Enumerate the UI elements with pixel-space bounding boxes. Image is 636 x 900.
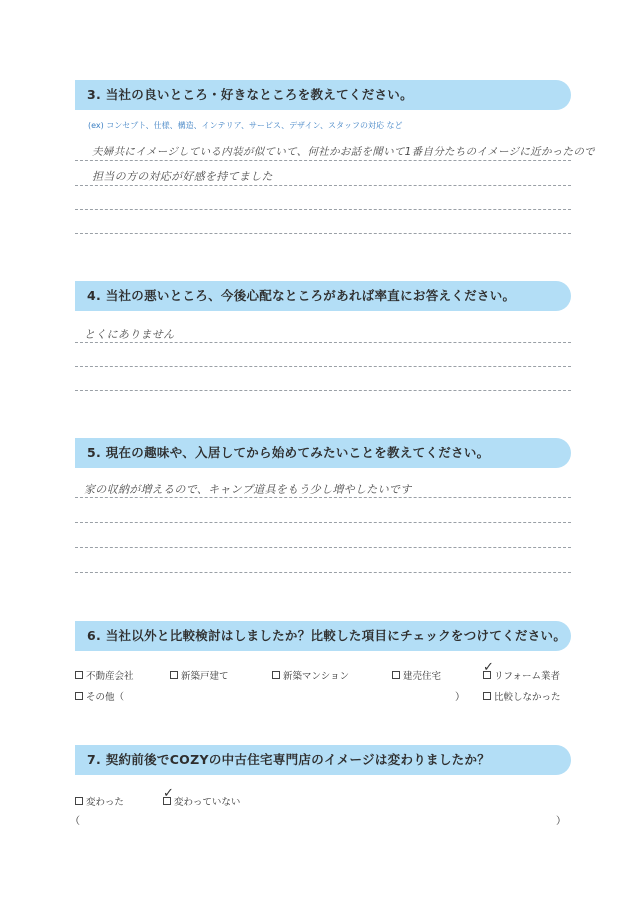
checkbox-label: 不動産会社 xyxy=(86,671,134,682)
checkbox-box[interactable] xyxy=(483,660,494,679)
checkbox-real-estate-company[interactable] xyxy=(75,668,134,682)
checkbox-label: 比較しなかった xyxy=(494,692,561,703)
checkbox-label: 変わった xyxy=(86,797,124,808)
checkbox-reform-contractor[interactable] xyxy=(483,660,561,682)
checkbox-box[interactable] xyxy=(163,786,174,805)
section-5-answer-line-1: 家の収納が増えるので、キャンプ道具をもう少し増やしたいです xyxy=(84,483,412,496)
answer-line xyxy=(75,233,571,234)
checkbox-label: その他（ xyxy=(86,692,125,703)
comment-open-paren: （ xyxy=(70,816,80,827)
checkbox-other[interactable] xyxy=(75,689,124,703)
checkbox-new-detached-house[interactable] xyxy=(170,668,229,682)
answer-line xyxy=(75,522,571,523)
section-4-heading: 4. 当社の悪いところ、今後心配なところがあれば率直にお答えください。 xyxy=(75,281,571,311)
answer-line xyxy=(75,209,571,210)
checkbox-label: 新築マンション xyxy=(283,671,350,682)
section-3-answer-line-2: 担当の方の対応が好感を持てました xyxy=(92,170,273,183)
answer-line xyxy=(75,160,571,161)
checkbox-box[interactable] xyxy=(272,671,280,679)
answer-line xyxy=(75,185,571,186)
answer-line xyxy=(75,390,571,391)
checkbox-box[interactable] xyxy=(483,692,491,700)
section-3-note: (ex) コンセプト、仕様、構造、インテリア、サービス、デザイン、スタッフの対応 など xyxy=(88,121,403,130)
section-4-answer-line-1: とくにありません xyxy=(84,328,175,341)
checkbox-no-comparison[interactable] xyxy=(483,689,561,703)
section-3-heading: 3. 当社の良いところ・好きなところを教えてください。 xyxy=(75,80,571,110)
checkbox-label: リフォーム業者 xyxy=(494,671,561,682)
checkbox-label: 変わっていない xyxy=(174,797,241,808)
section-6-heading: 6. 当社以外と比較検討はしましたか？比較した項目にチェックをつけてください。 xyxy=(75,621,571,651)
checkbox-changed[interactable] xyxy=(75,794,124,808)
checkbox-not-changed[interactable] xyxy=(163,786,241,808)
checkbox-new-condominium[interactable] xyxy=(272,668,349,682)
checkbox-box[interactable] xyxy=(75,797,83,805)
answer-line xyxy=(75,547,571,548)
checkbox-box[interactable] xyxy=(392,671,400,679)
checkbox-built-for-sale-house[interactable] xyxy=(392,668,441,682)
answer-line xyxy=(75,366,571,367)
checkbox-box[interactable] xyxy=(170,671,178,679)
other-close-paren: ） xyxy=(455,692,465,703)
answer-line xyxy=(75,342,571,343)
answer-line xyxy=(75,572,571,573)
section-5-heading: 5. 現在の趣味や、入居してから始めてみたいことを教えてください。 xyxy=(75,438,571,468)
checkbox-box[interactable] xyxy=(75,671,83,679)
checkbox-label: 建売住宅 xyxy=(403,671,442,682)
section-3-answer-line-1: 夫婦共にイメージしている内装が似ていて、何社かお話を聞いて1番自分たちのイメージに近かったので xyxy=(92,146,595,158)
checkbox-box[interactable] xyxy=(75,692,83,700)
check-mark-icon: ✓ xyxy=(483,660,494,675)
answer-line xyxy=(75,497,571,498)
section-7-heading: 7. 契約前後でCOZYの中古住宅専門店のイメージは変わりましたか？ xyxy=(75,745,571,775)
comment-close-paren: ） xyxy=(556,816,566,827)
check-mark-icon: ✓ xyxy=(163,786,174,801)
checkbox-label: 新築戸建て xyxy=(181,671,229,682)
